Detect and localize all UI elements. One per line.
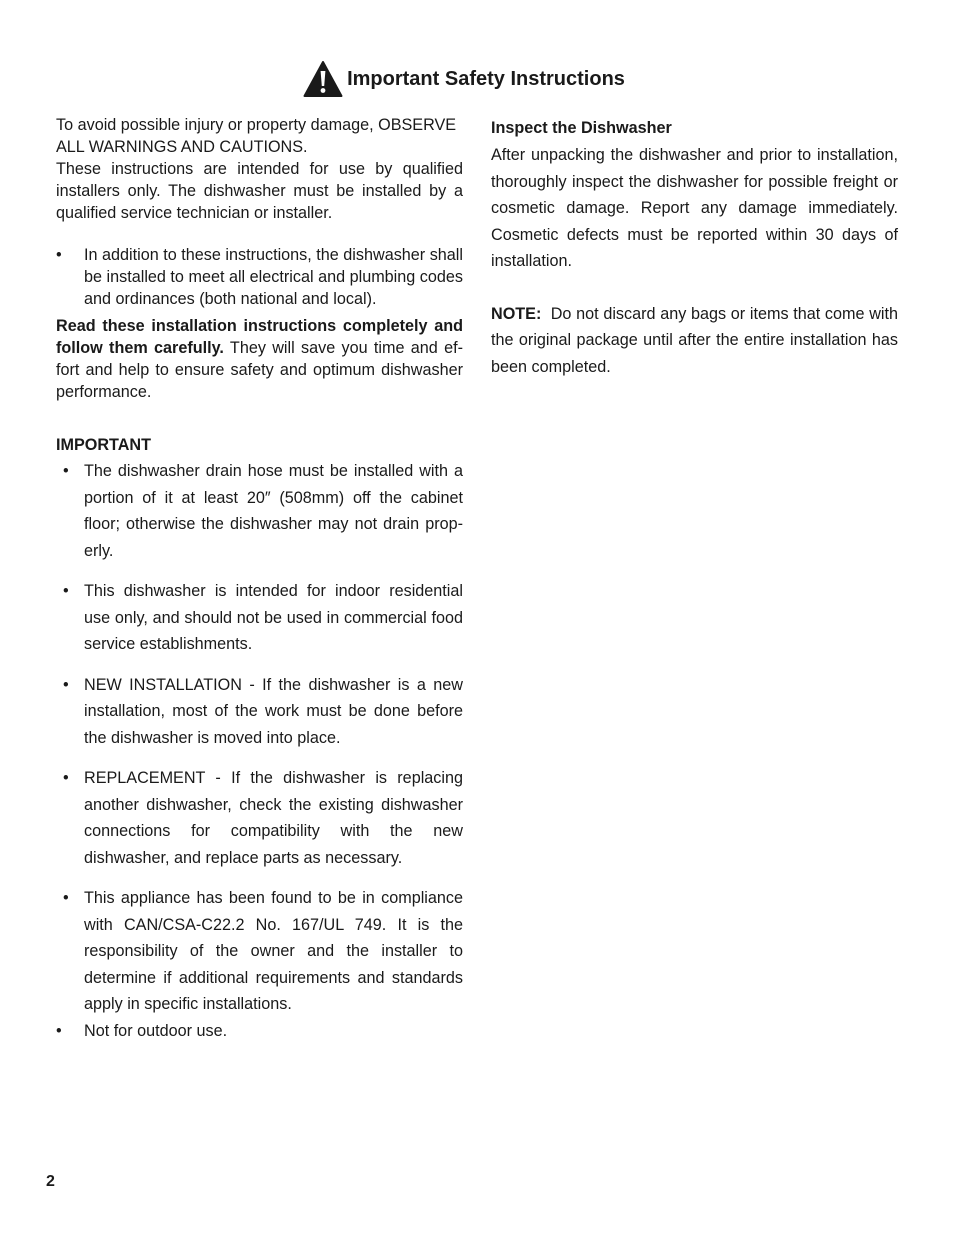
list-item [56,1018,463,1045]
bullet-mark: • [63,675,69,694]
outdoor-list [56,1018,463,1045]
bullet-mark: • [56,246,62,264]
intro-qualified-installers: These instructions are intended for use by qualified installers only. The dishwasher must be installed by a qualified service technician or installer. [56,160,463,222]
bullet-mark: • [63,769,69,787]
list-item [56,244,463,310]
list-item [56,672,463,752]
read-instructions-bold: Read these installation instructions completely and follow them carefully. [56,317,463,357]
bullet-mark: • [63,889,69,907]
read-instructions-rest: They will save you time and effort and help to ensure safety and optimum dishwasher performance. [56,339,463,401]
warning-icon [303,60,343,98]
list-item [56,885,463,1018]
list-item-text: The dishwasher drain hose must be installed with a portion of it at least 20″ (508mm) off the cabinet floor; otherwise the dishwasher may not drain properly. [84,462,463,560]
list-item [56,765,463,871]
right-column [491,114,903,380]
list-item-text: Not for outdoor use. [84,1021,228,1040]
list-item-text: NEW INSTALLATION - If the dishwasher is a new installation, most of the work must be done before the dishwasher is moved into place. [84,675,463,747]
list-item [56,578,463,658]
important-heading: IMPORTANT [56,436,152,454]
important-list [56,458,463,1018]
note-label: NOTE: [491,304,542,323]
page-number: 2 [46,1173,55,1190]
inspect-heading: Inspect the Dishwasher [491,119,672,137]
bullet-mark: • [63,582,69,600]
list-item-text: This appliance has been found to be in compliance with CAN/CSA-C22.2 No. 167/UL 749. It is the responsibility of the owner and the installer to determine if additional requirements and standards apply in specific installations. [84,889,463,1013]
code-bullet-list [56,244,463,310]
page-title: Important Safety Instructions [347,67,625,90]
bullet-mark: • [56,1021,62,1040]
list-item-text: This dishwasher is intended for indoor residential use only, and should not be used in commercial food service establishments. [84,582,463,653]
page-header [0,60,954,98]
bullet-mark: • [63,462,69,480]
list-item-text: In addition to these instructions, the dishwasher shall be installed to meet all electrical and plumbing codes and ordinances (both national and local). [84,246,463,308]
list-item-text: REPLACEMENT - If the dishwasher is replacing another dishwasher, check the existing dishwasher connections for compatibility with the new dishwasher, and replace parts as necessary. [84,769,463,867]
note-body: Do not discard any bags or items that come with the original package until after the entire installation has been completed. [491,304,903,376]
intro-warning: To avoid possible injury or property damage, OBSERVE ALL WARNINGS AND CAUTIONS. [56,116,457,156]
list-item [56,458,463,564]
read-instructions-paragraph [56,315,463,403]
note-paragraph [491,301,903,381]
left-column [56,114,463,1044]
inspect-body: After unpacking the dishwasher and prior to installation, thoroughly inspect the dishwasher for possible freight or cosmetic damage. Report any damage immediately. Cosmetic defects must be reported within 30 days of installation. [491,146,898,270]
